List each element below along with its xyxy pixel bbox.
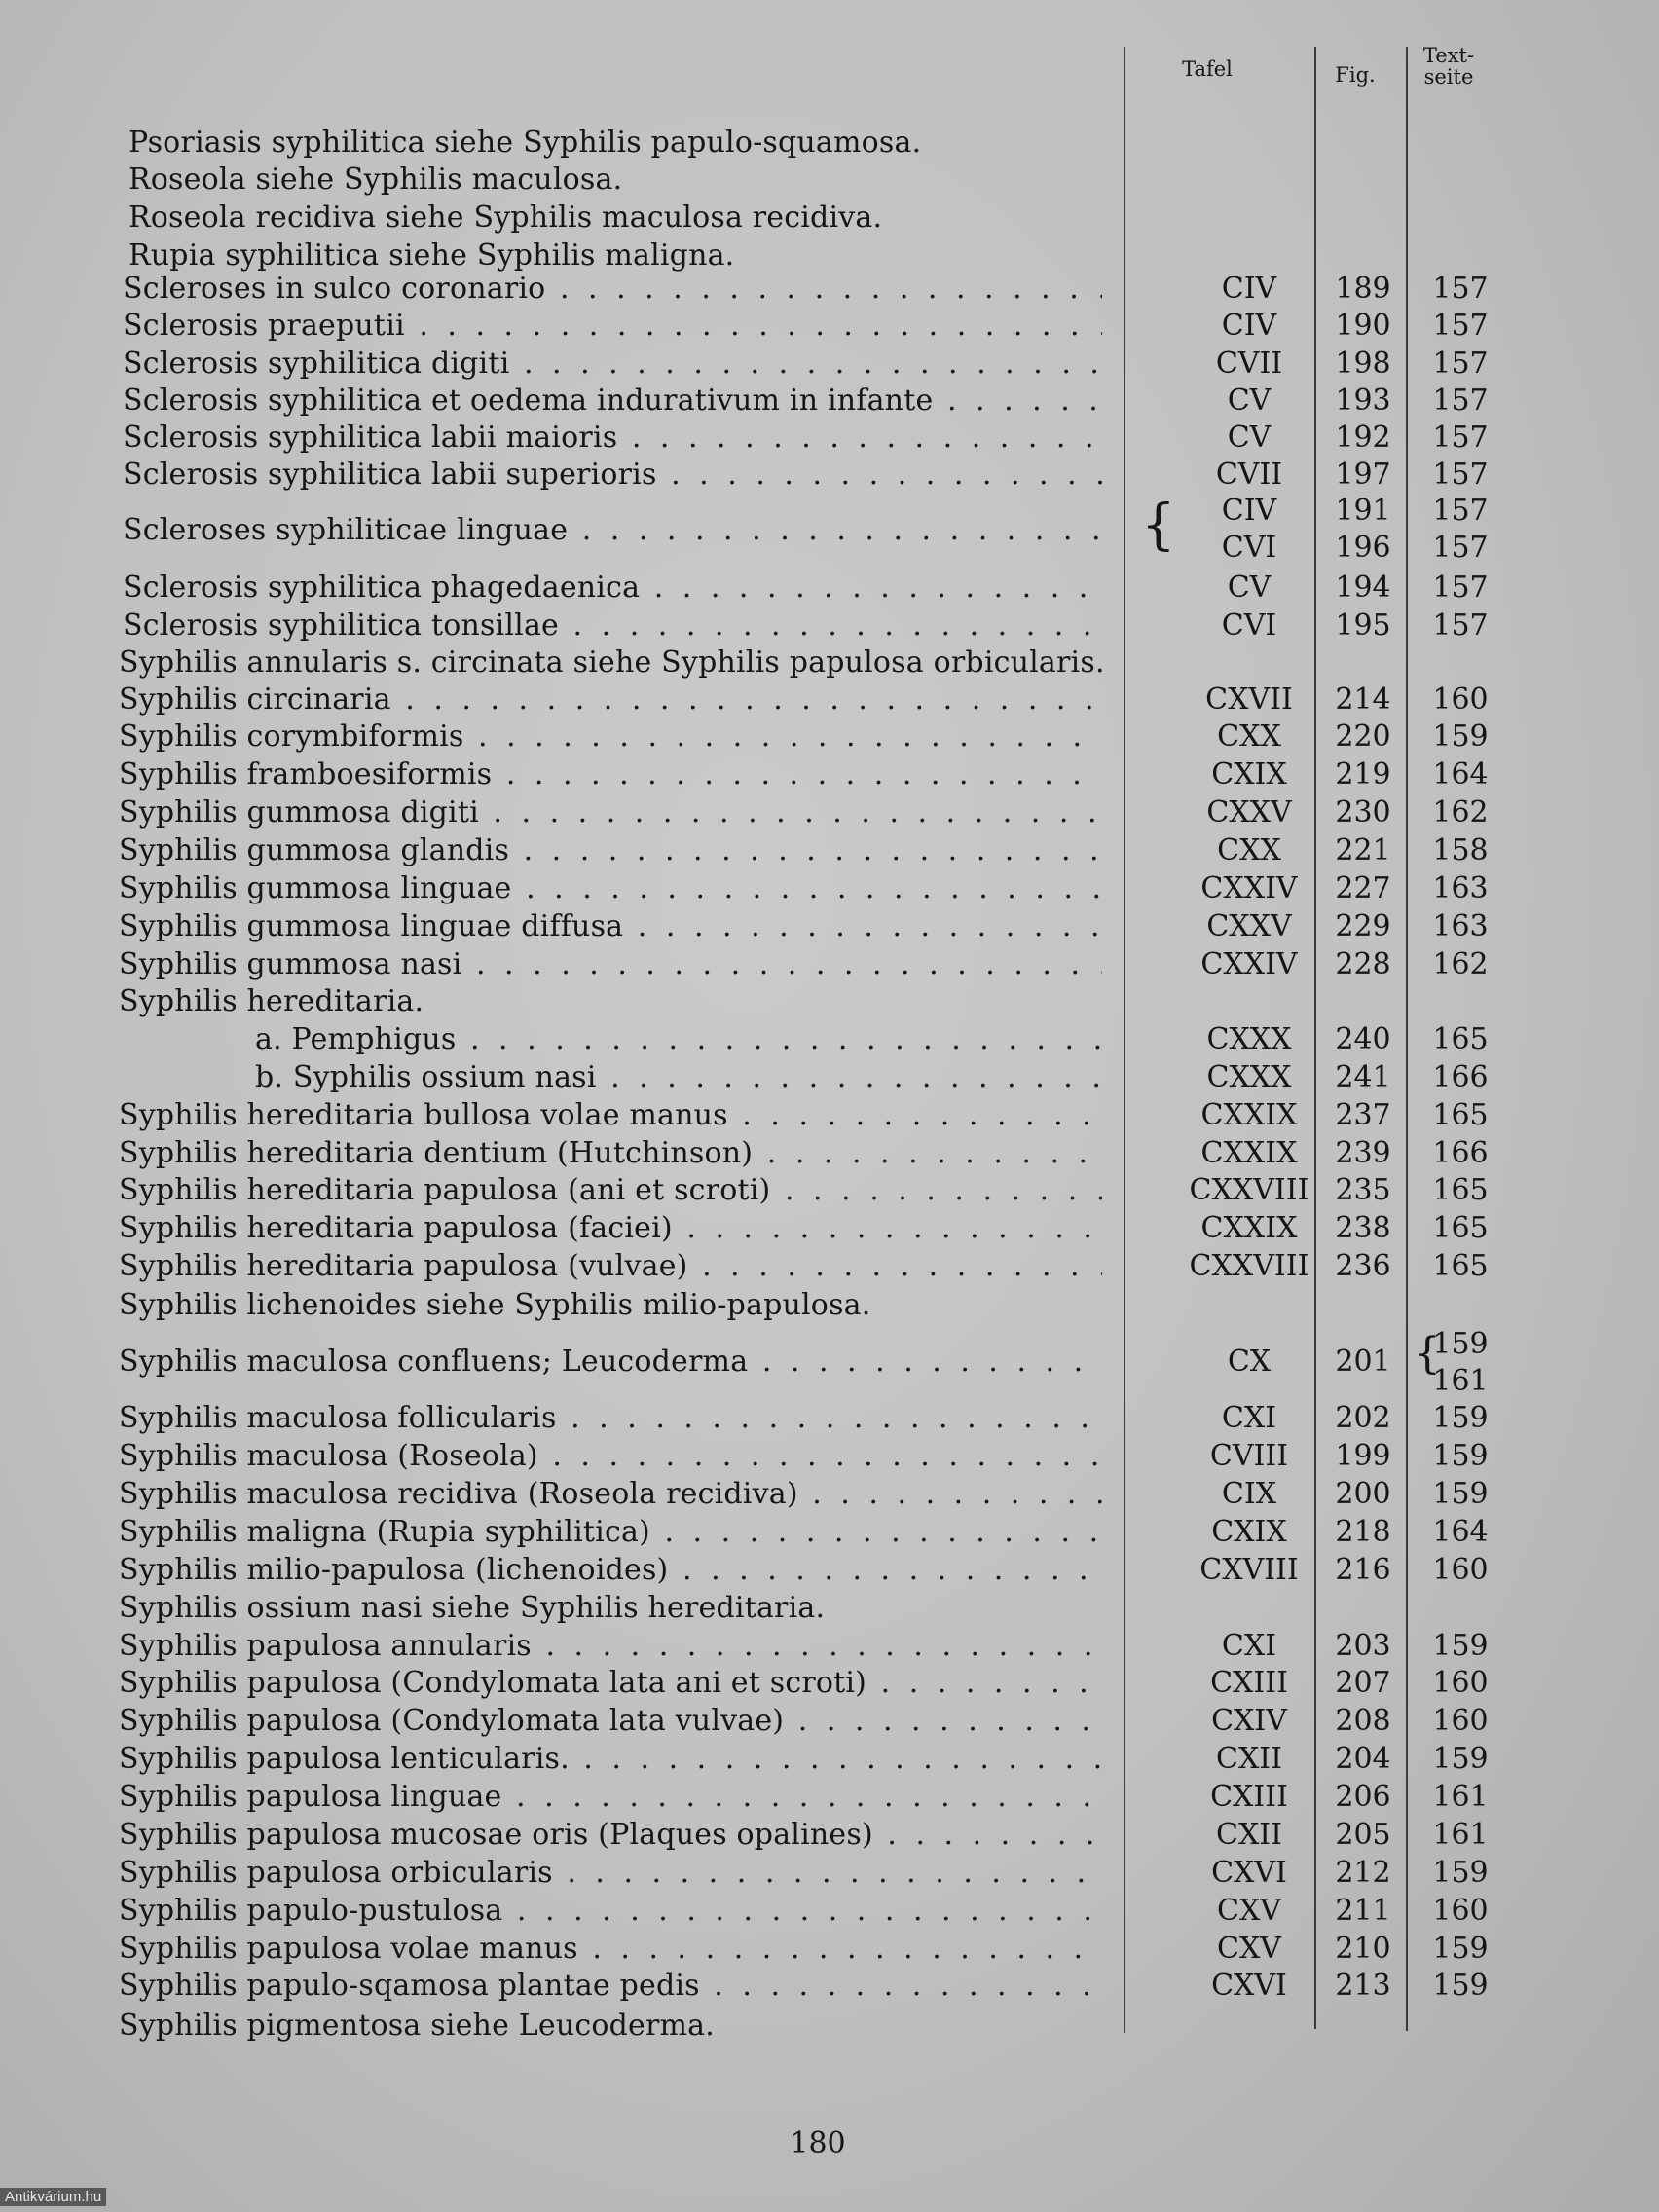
fig-number: 204	[1335, 1742, 1391, 1776]
index-entry: Syphilis maculosa confluens; Leucoderma . . .	[119, 1344, 1102, 1381]
textseite-number: 164	[1432, 1515, 1489, 1549]
textseite-number: 157	[1432, 421, 1489, 455]
tafel-number: CVII	[1215, 347, 1283, 381]
tafel-number: CVI	[1221, 608, 1277, 643]
watermark: Antikvárium.hu	[0, 2188, 106, 2206]
tafel-number: CXV	[1217, 1932, 1281, 1966]
fig-number: 227	[1335, 871, 1391, 905]
textseite-number: 157	[1432, 347, 1489, 381]
tafel-number: CXIX	[1211, 757, 1287, 792]
textseite-number: 159	[1432, 1629, 1489, 1663]
textseite-number: 157	[1432, 571, 1489, 605]
textseite-number: 157	[1432, 272, 1489, 306]
index-entry: Roseola siehe Syphilis maculosa.	[129, 163, 623, 197]
textseite-number: 160	[1432, 1553, 1489, 1587]
tafel-number: CXXIX	[1200, 1136, 1298, 1170]
index-entry: Sclerosis syphilitica tonsillae . . .	[123, 608, 1102, 645]
textseite-number: 157	[1432, 608, 1489, 643]
fig-number: 189	[1335, 272, 1391, 306]
tafel-number: CIX	[1221, 1477, 1277, 1511]
index-entry: Sclerosis praeputii . . .	[123, 308, 1102, 345]
index-entry: Syphilis papulosa annularis . . .	[119, 1628, 1102, 1665]
tafel-number: CXXIX	[1200, 1211, 1298, 1245]
index-entry: Scleroses syphiliticae linguae . . .	[123, 512, 1102, 549]
textseite-number: 165	[1432, 1098, 1489, 1132]
fig-number: 241	[1335, 1060, 1391, 1094]
textseite-number: 157	[1432, 384, 1489, 418]
index-entry: Syphilis papulosa lenticularis. . . .	[119, 1741, 1102, 1778]
fig-number: 208	[1335, 1704, 1391, 1738]
tafel-number: CXII	[1215, 1818, 1282, 1852]
index-entry: Syphilis papulosa volae manus . . .	[119, 1931, 1102, 1968]
index-entry: a. Pemphigus . . .	[255, 1021, 1102, 1058]
textseite-number: 162	[1432, 947, 1489, 981]
textseite-number: 159	[1432, 1742, 1489, 1776]
index-entry: Syphilis hereditaria dentium (Hutchinson) . . .	[119, 1135, 1102, 1172]
fig-number: 239	[1335, 1136, 1391, 1170]
header-tafel: Tafel	[1182, 57, 1233, 81]
textseite-number: 163	[1432, 909, 1489, 943]
index-entry: Syphilis papulosa linguae . . .	[119, 1779, 1102, 1816]
textseite-number: 159	[1432, 719, 1489, 754]
textseite-number: 165	[1432, 1173, 1489, 1207]
fig-number: 230	[1335, 795, 1391, 830]
textseite-number: 163	[1432, 871, 1489, 905]
index-entry: Sclerosis syphilitica labii maioris . . .	[123, 420, 1102, 457]
index-entry: Syphilis maculosa (Roseola) . . .	[119, 1438, 1102, 1475]
textseite-number: 161	[1432, 1364, 1489, 1398]
index-entry: Syphilis lichenoides siehe Syphilis milio-papulosa.	[119, 1288, 871, 1322]
index-entry: Sclerosis syphilitica phagedaenica . . .	[123, 570, 1102, 607]
fig-number: 235	[1335, 1173, 1391, 1207]
index-entry: Syphilis papulo-sqamosa plantae pedis . . .	[119, 1968, 1102, 2005]
fig-number: 237	[1335, 1098, 1391, 1132]
index-entry: Syphilis papulosa orbicularis . . .	[119, 1855, 1102, 1892]
tafel-number: CXX	[1217, 833, 1281, 867]
index-entry: Roseola recidiva siehe Syphilis maculosa recidiva.	[129, 201, 883, 235]
textseite-number: 158	[1432, 833, 1489, 867]
fig-number: 236	[1335, 1249, 1391, 1283]
index-entry: Syphilis papulosa (Condylomata lata vulvae) . . .	[119, 1703, 1102, 1740]
textseite-number: 159	[1432, 1932, 1489, 1966]
index-entry: Psoriasis syphilitica siehe Syphilis papulo-squamosa.	[129, 126, 922, 160]
tafel-number: CXXVIII	[1189, 1249, 1309, 1283]
fig-number: 211	[1335, 1894, 1391, 1928]
index-entry: Sclerosis syphilitica et oedema indurativum in infante . . .	[123, 383, 1102, 420]
index-entry: Syphilis milio-papulosa (lichenoides) . . .	[119, 1552, 1102, 1589]
index-entry: Syphilis hereditaria papulosa (ani et scroti) . . .	[119, 1172, 1102, 1209]
index-entry: Syphilis maculosa follicularis . . .	[119, 1400, 1102, 1437]
index-entry: Syphilis corymbiformis . . .	[119, 719, 1102, 756]
textseite-number: 159	[1432, 1477, 1489, 1511]
tafel-number: CV	[1227, 384, 1272, 418]
tafel-number: CXIII	[1210, 1666, 1288, 1700]
index-entry: Syphilis hereditaria.	[119, 984, 424, 1018]
index-entry: Rupia syphilitica siehe Syphilis maligna.	[129, 239, 735, 273]
textseite-number: 159	[1432, 1856, 1489, 1890]
fig-number: 190	[1335, 309, 1391, 343]
textseite-number: 165	[1432, 1249, 1489, 1283]
index-entry: Scleroses in sulco coronario . . .	[123, 271, 1102, 308]
textseite-number: 162	[1432, 795, 1489, 830]
index-entry: Syphilis gummosa linguae diffusa . . .	[119, 908, 1102, 945]
tafel-number: CV	[1227, 421, 1272, 455]
header-textseite: Text- seite	[1422, 44, 1475, 89]
index-entry: Syphilis pigmentosa siehe Leucoderma.	[119, 2009, 715, 2043]
fig-number: 201	[1335, 1345, 1391, 1379]
tafel-number: CXXX	[1206, 1022, 1292, 1056]
textseite-number: 157	[1432, 531, 1489, 565]
tafel-number: CXIV	[1211, 1704, 1287, 1738]
fig-number: 206	[1335, 1780, 1391, 1814]
fig-number: 229	[1335, 909, 1391, 943]
index-entry: Sclerosis syphilitica labii superioris . . .	[123, 457, 1102, 494]
tafel-number: CXI	[1221, 1629, 1277, 1663]
tafel-number: CXV	[1217, 1894, 1281, 1928]
tafel-number: CXX	[1217, 719, 1281, 754]
tafel-number: CXVIII	[1199, 1553, 1299, 1587]
fig-number: 228	[1335, 947, 1391, 981]
index-entry: Syphilis ossium nasi siehe Syphilis hereditaria.	[119, 1591, 826, 1625]
index-entry: Syphilis gummosa digiti . . .	[119, 794, 1102, 831]
fig-number: 218	[1335, 1515, 1391, 1549]
tafel-number: CXIII	[1210, 1780, 1288, 1814]
tafel-number: CVII	[1215, 458, 1283, 492]
textseite-number: 160	[1432, 1666, 1489, 1700]
fig-number: 195	[1335, 608, 1391, 643]
brace-icon: {	[1414, 1329, 1441, 1379]
textseite-number: 157	[1432, 458, 1489, 492]
tafel-number: CVIII	[1209, 1439, 1289, 1473]
tafel-number: CXXIX	[1200, 1098, 1298, 1132]
fig-number: 210	[1335, 1932, 1391, 1966]
fig-number: 197	[1335, 458, 1391, 492]
fig-number: 221	[1335, 833, 1391, 867]
page-number: 180	[790, 2126, 846, 2160]
fig-number: 213	[1335, 1969, 1391, 2003]
index-entry: Syphilis circinaria . . .	[119, 682, 1102, 719]
fig-number: 205	[1335, 1818, 1391, 1852]
index-entry: Syphilis papulo-pustulosa . . .	[119, 1893, 1102, 1930]
header-fig: Fig.	[1335, 63, 1376, 87]
textseite-number: 160	[1432, 1704, 1489, 1738]
index-entry: Syphilis hereditaria papulosa (vulvae) . . .	[119, 1248, 1102, 1285]
textseite-number: 159	[1432, 1327, 1489, 1361]
index-entry: Syphilis papulosa mucosae oris (Plaques opalines) . . .	[119, 1817, 1102, 1854]
index-entry: Syphilis maculosa recidiva (Roseola recidiva) . . .	[119, 1476, 1102, 1513]
textseite-number: 159	[1432, 1401, 1489, 1435]
fig-number: 214	[1335, 682, 1391, 717]
textseite-number: 157	[1432, 309, 1489, 343]
tafel-number: CXVI	[1211, 1969, 1287, 2003]
index-entry: Syphilis framboesiformis . . .	[119, 756, 1102, 793]
fig-number: 199	[1335, 1439, 1391, 1473]
textseite-number: 166	[1432, 1136, 1489, 1170]
index-entry: Syphilis gummosa linguae . . .	[119, 870, 1102, 907]
tafel-number: CXXIV	[1200, 871, 1298, 905]
tafel-number: CXVII	[1205, 682, 1293, 717]
index-entry: b. Syphilis ossium nasi . . .	[255, 1059, 1102, 1096]
textseite-number: 160	[1432, 1894, 1489, 1928]
textseite-number: 166	[1432, 1060, 1489, 1094]
tafel-number: CXXVIII	[1189, 1173, 1309, 1207]
textseite-number: 165	[1432, 1022, 1489, 1056]
tafel-number: CXIX	[1211, 1515, 1287, 1549]
tafel-number: CX	[1227, 1345, 1272, 1379]
index-entry: Sclerosis syphilitica digiti . . .	[123, 346, 1102, 383]
index-entry: Syphilis gummosa glandis . . .	[119, 832, 1102, 869]
fig-number: 220	[1335, 719, 1391, 754]
textseite-number: 160	[1432, 682, 1489, 717]
textseite-number: 159	[1432, 1439, 1489, 1473]
fig-number: 191	[1335, 494, 1391, 528]
fig-number: 207	[1335, 1666, 1391, 1700]
textseite-number: 161	[1432, 1818, 1489, 1852]
fig-number: 216	[1335, 1553, 1391, 1587]
fig-number: 203	[1335, 1629, 1391, 1663]
index-entry: Syphilis gummosa nasi . . .	[119, 946, 1102, 983]
fig-number: 219	[1335, 757, 1391, 792]
fig-number: 202	[1335, 1401, 1391, 1435]
index-entry: Syphilis maligna (Rupia syphilitica) . . .	[119, 1514, 1102, 1551]
textseite-number: 165	[1432, 1211, 1489, 1245]
tafel-number: CXXIV	[1200, 947, 1298, 981]
textseite-number: 161	[1432, 1780, 1489, 1814]
index-entry: Syphilis annularis s. circinata siehe Syphilis papulosa orbicularis.	[119, 645, 1105, 680]
tafel-number: CXXX	[1206, 1060, 1292, 1094]
index-entry: Syphilis hereditaria papulosa (faciei) . . .	[119, 1210, 1102, 1247]
tafel-number: CIV	[1221, 272, 1277, 306]
tafel-number: CV	[1227, 571, 1272, 605]
tafel-number: CXII	[1215, 1742, 1282, 1776]
textseite-number: 164	[1432, 757, 1489, 792]
fig-number: 194	[1335, 571, 1391, 605]
fig-number: 238	[1335, 1211, 1391, 1245]
tafel-number: CIV	[1221, 494, 1277, 528]
fig-number: 198	[1335, 347, 1391, 381]
index-entry: Syphilis hereditaria bullosa volae manus . . .	[119, 1097, 1102, 1134]
brace-icon: {	[1141, 494, 1176, 557]
tafel-number: CIV	[1221, 309, 1277, 343]
textseite-number: 159	[1432, 1969, 1489, 2003]
fig-number: 193	[1335, 384, 1391, 418]
tafel-number: CVI	[1221, 531, 1277, 565]
tafel-number: CXVI	[1211, 1856, 1287, 1890]
fig-number: 192	[1335, 421, 1391, 455]
fig-number: 240	[1335, 1022, 1391, 1056]
textseite-number: 157	[1432, 494, 1489, 528]
index-entry: Syphilis papulosa (Condylomata lata ani et scroti) . . .	[119, 1665, 1102, 1702]
tafel-number: CXI	[1221, 1401, 1277, 1435]
fig-number: 196	[1335, 531, 1391, 565]
fig-number: 212	[1335, 1856, 1391, 1890]
fig-number: 200	[1335, 1477, 1391, 1511]
tafel-number: CXXV	[1206, 795, 1292, 830]
tafel-number: CXXV	[1206, 909, 1292, 943]
